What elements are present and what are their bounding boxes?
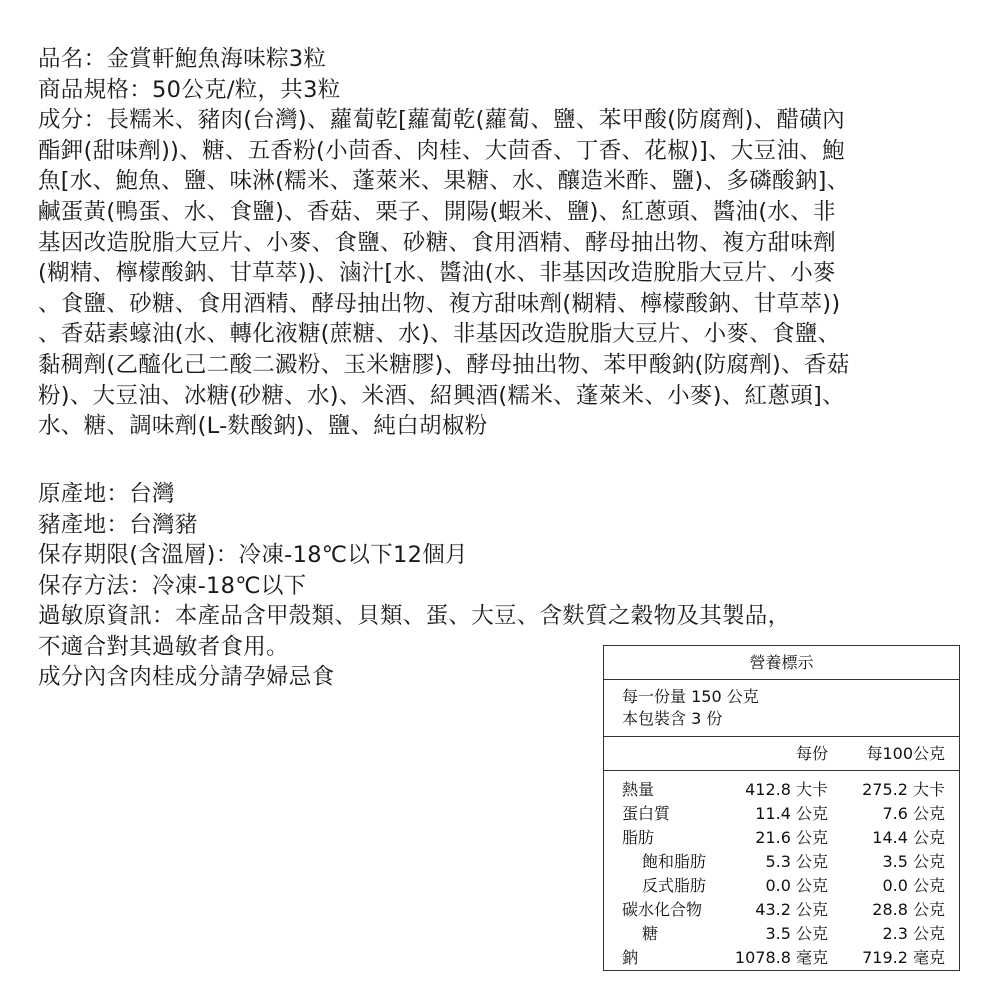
product-spec: 商品規格：50公克/粒，共3粒: [38, 76, 341, 103]
ingredients-line: 黏稠劑(乙醯化己二酸二澱粉、玉米糖膠)、酵母抽出物、苯甲酸鈉(防腐劑)、香菇: [38, 351, 850, 378]
nutrition-row-sodium: [604, 946, 959, 970]
per-serving-value: 43.2 公克: [755, 900, 828, 919]
nutrition-row-sugar: [604, 922, 959, 946]
nutrition-row-saturated-fat: [604, 850, 959, 874]
ingredients-line: 基因改造脫脂大豆片、小麥、食鹽、砂糖、食用酒精、酵母抽出物、複方甜味劑: [38, 229, 837, 256]
storage-method: 保存方法：冷凍-18℃以下: [38, 572, 307, 599]
nutrition-facts-table: [603, 645, 960, 971]
ingredients-line: 成分：長糯米、豬肉(台灣)、蘿蔔乾[蘿蔔乾(蘿蔔、鹽、苯甲酸(防腐劑)、醋磺內: [38, 107, 845, 134]
per-100g-value: 28.8 公克: [872, 900, 945, 919]
per-serving-value: 412.8 大卡: [745, 780, 828, 799]
per-100g-value: 0.0 公克: [882, 876, 945, 895]
per-100g-value: 14.4 公克: [872, 828, 945, 847]
serving-size: 每一份量 150 公克: [622, 687, 759, 706]
ingredients-line: 、食鹽、砂糖、食用酒精、酵母抽出物、複方甜味劑(糊精、檸檬酸鈉、甘草萃)): [38, 290, 841, 317]
ingredients-line: 粉)、大豆油、冰糖(砂糖、水)、米酒、紹興酒(糯米、蓬萊米、小麥)、紅蔥頭]、: [38, 382, 845, 409]
nutrition-row-energy: [604, 778, 959, 802]
ingredients-line: 酯鉀(甜味劑))、糖、五香粉(小茴香、肉桂、大茴香、丁香、花椒)]、大豆油、鮑: [38, 137, 845, 164]
ingredients-line: 魚[水、鮑魚、鹽、味淋(糯米、蓬萊米、果糖、水、釀造米酢、鹽)、多磷酸鈉]、: [38, 168, 850, 195]
per-100g-value: 2.3 公克: [882, 924, 945, 943]
nutrition-row-fat: [604, 826, 959, 850]
ingredients-line: 鹹蛋黃(鴨蛋、水、食鹽)、香菇、栗子、開陽(蝦米、鹽)、紅蔥頭、醬油(水、非: [38, 198, 836, 225]
nutrient-label: 脂肪: [622, 828, 655, 847]
nutrient-label: 反式脂肪: [642, 876, 707, 895]
nutrition-rows: [604, 771, 959, 970]
ingredients-list: [38, 105, 978, 442]
nutrition-row-trans-fat: [604, 874, 959, 898]
allergen-info-cont: 不適合對其過敏者食用。: [38, 633, 289, 660]
nutrient-label: 鈉: [622, 948, 639, 967]
nutrition-title: 營養標示: [604, 646, 959, 680]
shelf-life: 保存期限(含溫層)：冷凍-18℃以下12個月: [38, 542, 468, 568]
per-serving-value: 1078.8 毫克: [734, 948, 828, 967]
per-serving-value: 3.5 公克: [765, 924, 828, 943]
per-serving-value: 11.4 公克: [755, 804, 828, 823]
ingredients-line: (糊精、檸檬酸鈉、甘草萃))、滷汁[水、醬油(水、非基因改造脫脂大豆片、小麥: [38, 260, 836, 287]
per-serving-value: 0.0 公克: [765, 876, 828, 895]
ingredients-line: 、香菇素蠔油(水、轉化液糖(蔗糖、水)、非基因改造脫脂大豆片、小麥、食鹽、: [38, 321, 841, 348]
serving-info: [604, 680, 959, 737]
product-info-block: [38, 44, 978, 442]
nutrient-label: 碳水化合物: [622, 900, 703, 919]
servings-per-package: 本包裝含 3 份: [622, 709, 723, 728]
nutrient-label: 飽和脂肪: [642, 852, 707, 871]
nutrition-row-carbohydrate: [604, 898, 959, 922]
per-100g-value: 719.2 毫克: [862, 948, 945, 967]
pregnancy-warning: 成分內含肉桂成分請孕婦忌食: [38, 664, 335, 690]
col-per-serving: 每份: [795, 744, 828, 763]
pork-origin: 豬產地：台灣豬: [38, 511, 198, 538]
ingredients-line: 水、糖、調味劑(L-麩酸鈉)、鹽、純白胡椒粉: [38, 413, 488, 440]
per-serving-value: 5.3 公克: [765, 852, 828, 871]
nutrient-label: 熱量: [622, 780, 655, 799]
nutrient-label: 糖: [642, 924, 659, 943]
origin: 原產地：台灣: [38, 481, 175, 507]
per-serving-value: 21.6 公克: [755, 828, 828, 847]
per-100g-value: 3.5 公克: [882, 852, 945, 871]
nutrition-row-protein: [604, 802, 959, 826]
per-100g-value: 7.6 公克: [882, 804, 945, 823]
col-per-100g: 每100公克: [866, 744, 945, 763]
per-100g-value: 275.2 大卡: [862, 780, 945, 799]
product-name: 品名：金賞軒鮑魚海味粽3粒: [38, 46, 327, 72]
nutrition-column-header: [604, 737, 959, 771]
allergen-info: 過敏原資訊：本產品含甲殼類、貝類、蛋、大豆、含麩質之穀物及其製品，: [38, 603, 791, 629]
nutrient-label: 蛋白質: [622, 804, 671, 823]
